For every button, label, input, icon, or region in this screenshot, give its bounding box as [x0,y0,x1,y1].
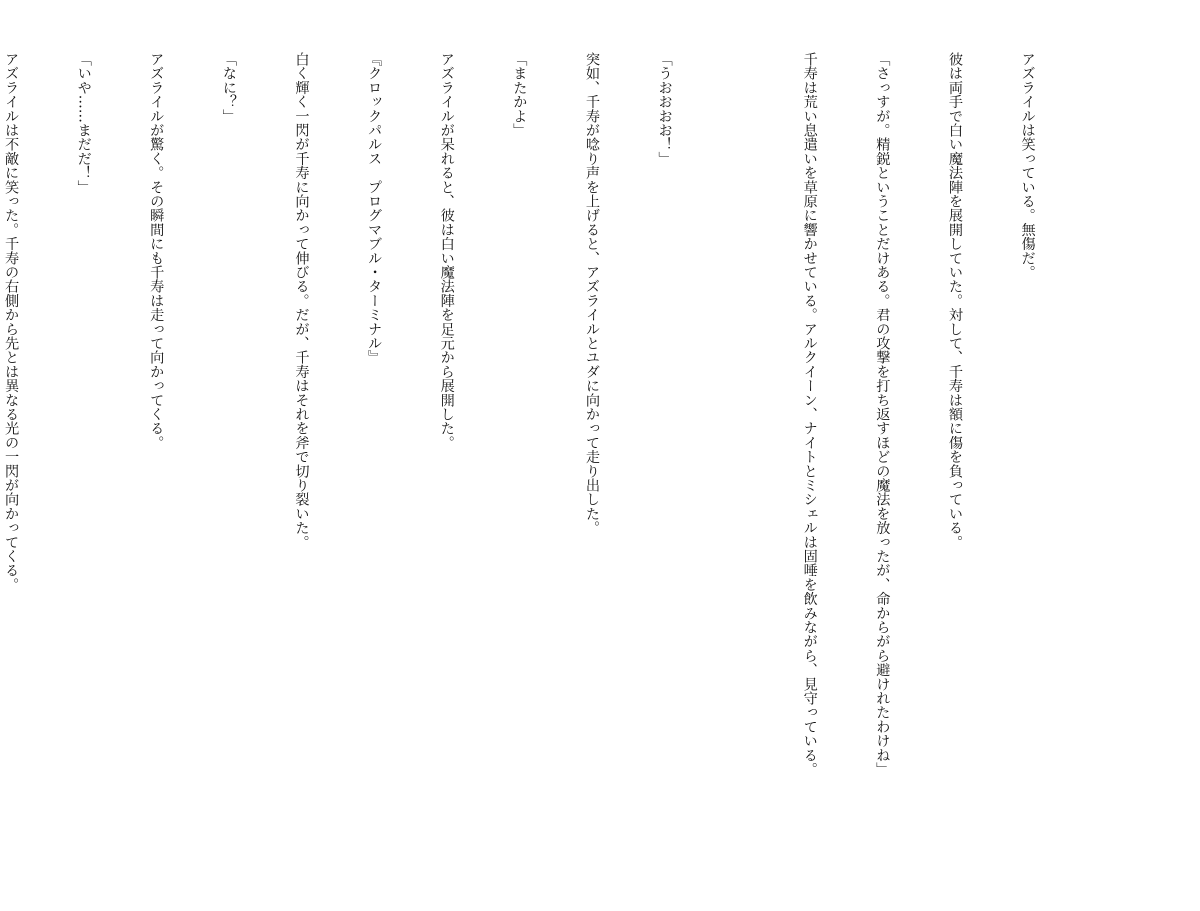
text-line: 「うおおおお！」 [656,52,673,166]
text-line: アズライルは不敵に笑った。千寿の右側から先とは異なる光の一閃が向かってくる。 [3,52,20,592]
vertical-text-page [0,52,1088,902]
text-line: 突如、千寿が唸り声を上げると、アズライルとユダに向かって走り出した。 [583,52,600,535]
text-line: アズライルが驚く。その瞬間にも千寿は走って向かってくる。 [148,52,165,450]
text-line: 白く輝く一閃が千寿に向かって伸びる。だが、千寿はそれを斧で切り裂いた。 [293,52,310,549]
text-line: 「いや……まだだ！」 [75,52,92,194]
text-line: アズライルは笑っている。無傷だ。 [1019,52,1036,280]
text-line: 彼は両手で白い魔法陣を展開していた。対して、千寿は額に傷を負っている。 [946,52,963,549]
text-line: 「なに？」 [220,52,237,123]
text-line: 「さっすが。精鋭ということだけある。君の攻撃を打ち返すほどの魔法を放ったが、命からがら避けれたわけね」 [874,52,891,777]
blank-line [725,52,749,902]
text-line: 「またかよ」 [511,52,528,138]
text-line: アズライルが呆れると、彼は白い魔法陣を足元から展開した。 [438,52,455,450]
text-line: 『クロックパルス プログマブル・ターミナル』 [366,52,383,365]
text-line: 千寿は荒い息遣いを草原に響かせている。アルクイーン、ナイトとミシェルは固唾を飲みながら、見守っている。 [801,52,818,777]
